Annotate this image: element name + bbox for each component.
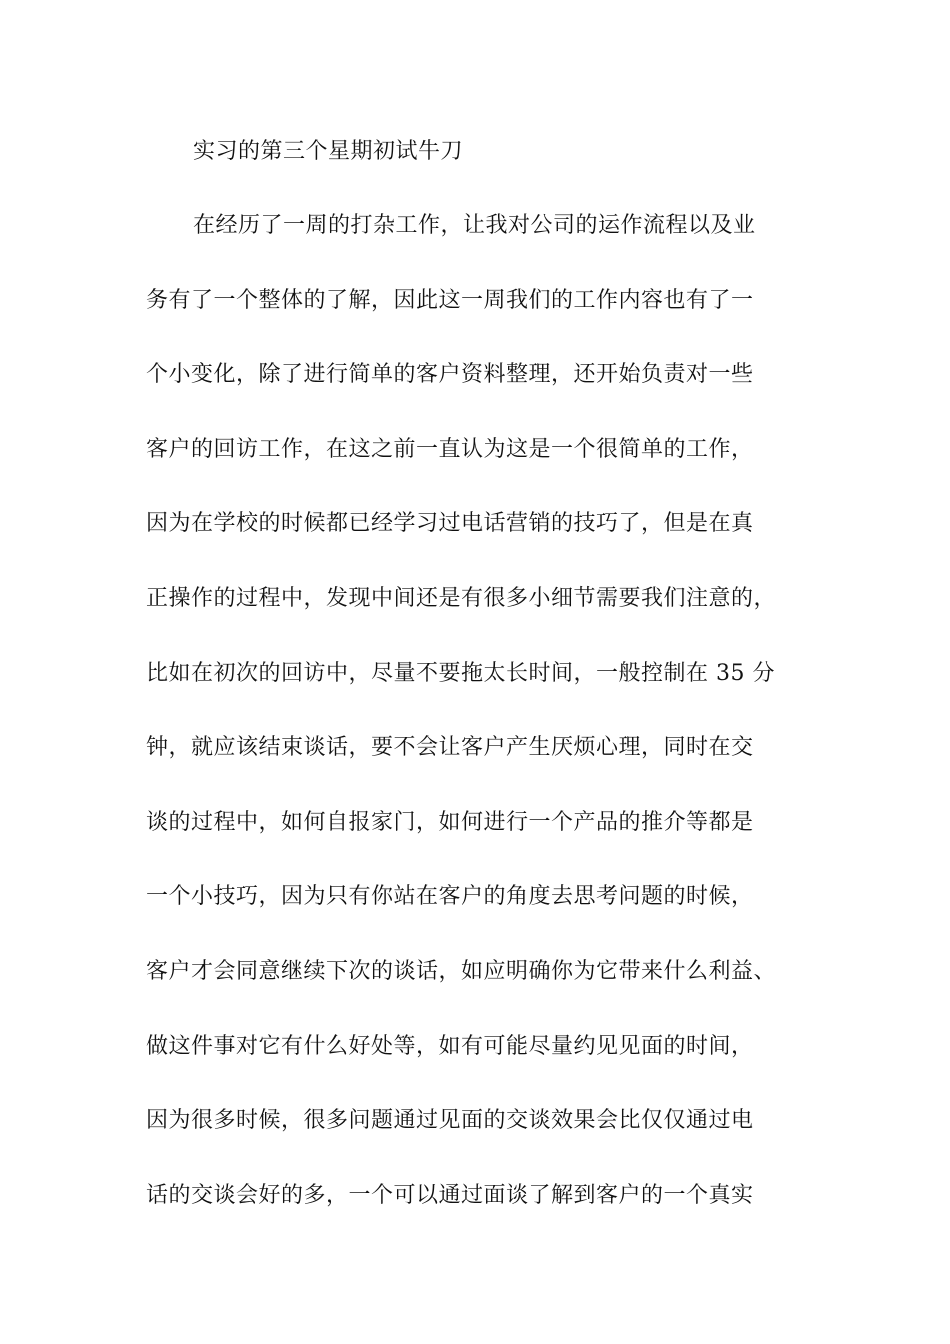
paragraph-line: 一个小技巧，因为只有你站在客户的角度去思考问题的时候， <box>146 884 754 910</box>
paragraph-line: 客户的回访工作，在这之前一直认为这是一个很简单的工作， <box>146 436 754 462</box>
paragraph-line: 个小变化，除了进行简单的客户资料整理，还开始负责对一些 <box>146 362 754 388</box>
paragraph-line: 谈的过程中，如何自报家门，如何进行一个产品的推介等都是 <box>146 809 754 835</box>
paragraph-line: 比如在初次的回访中，尽量不要拖太长时间，一般控制在 35 分 <box>146 660 775 686</box>
paragraph-line: 在经历了一周的打杂工作，让我对公司的运作流程以及业 <box>193 213 756 238</box>
paragraph-line: 因为很多时候，很多问题通过见面的交谈效果会比仅仅通过电 <box>146 1108 754 1134</box>
paragraph-line: 钟，就应该结束谈话，要不会让客户产生厌烦心理，同时在交 <box>146 735 754 761</box>
section-heading: 实习的第三个星期初试牛刀 <box>193 139 464 164</box>
body-paragraph <box>146 211 816 1255</box>
paragraph-line: 话的交谈会好的多，一个可以通过面谈了解到客户的一个真实 <box>146 1182 754 1208</box>
paragraph-line: 客户才会同意继续下次的谈话，如应明确你为它带来什么利益、 <box>146 958 777 984</box>
paragraph-line: 因为在学校的时候都已经学习过电话营销的技巧了，但是在真 <box>146 511 754 537</box>
paragraph-line: 做这件事对它有什么好处等，如有可能尽量约见见面的时间， <box>146 1033 754 1059</box>
paragraph-line: 正操作的过程中，发现中间还是有很多小细节需要我们注意的， <box>146 585 777 611</box>
paragraph-line: 务有了一个整体的了解，因此这一周我们的工作内容也有了一 <box>146 287 754 313</box>
